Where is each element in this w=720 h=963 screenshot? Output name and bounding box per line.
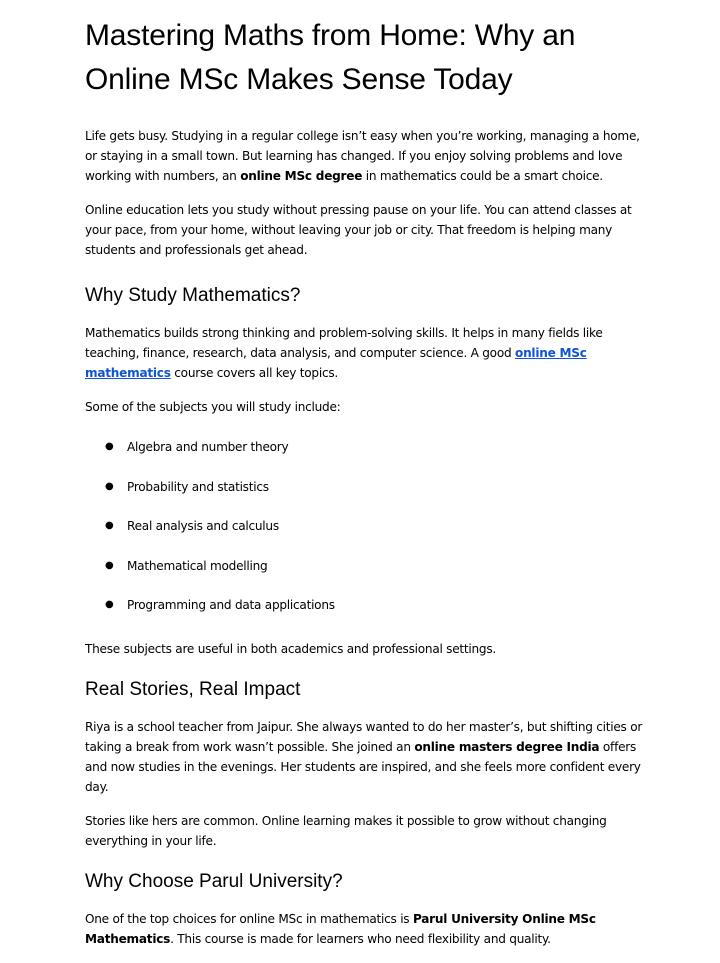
list-item-text: Probability and statistics	[127, 479, 269, 494]
list-item	[105, 516, 645, 536]
section3-paragraph-1	[85, 909, 645, 949]
bold-phrase: online masters degree India	[414, 740, 600, 754]
subjects-list	[85, 437, 645, 615]
list-item-text: Mathematical modelling	[127, 558, 268, 573]
section2-paragraph-1	[85, 717, 645, 797]
section2-paragraph-2: Stories like hers are common. Online learning makes it possible to grow without changing everything in your life.	[85, 814, 607, 848]
intro-text: Life gets busy. Studying in a regular college isn’t easy when you’re working, managing a home, or staying in a small town. But learning has changed. If you enjoy solving problems and love working with numbers, an	[85, 129, 640, 183]
section2-text-end: offers and now studies in the evenings. Her students are inspired, and she feels more confident every day.	[85, 740, 641, 794]
list-item	[105, 595, 645, 615]
section-heading-why-study: Why Study Mathematics?	[85, 285, 301, 306]
list-item	[105, 437, 645, 457]
online-msc-mathematics-link[interactable]: online MSc mathematics	[85, 346, 587, 380]
bold-phrase: online MSc degree	[240, 169, 363, 183]
section2-text: Riya is a school teacher from Jaipur. She always wanted to do her master’s, but shifting cities or taking a break from work wasn’t possible. She joined an	[85, 720, 643, 754]
intro-text-end: in mathematics could be a smart choice.	[362, 169, 603, 183]
title-line-2: Online MSc Makes Sense Today	[85, 63, 513, 96]
list-item-text: Real analysis and calculus	[127, 519, 279, 533]
list-item-text: Algebra and number theory	[127, 440, 289, 454]
intro-paragraph-2: Online education lets you study without pressing pause on your life. You can attend classes at your pace, from your home, without leaving your job or city. That freedom is helping many students and professionals get ahead.	[85, 203, 632, 257]
list-item	[105, 556, 645, 576]
bullet-icon: ●	[105, 559, 114, 571]
section3-text-end: . This course is made for learners who need flexibility and quality.	[170, 932, 551, 946]
bullet-icon: ●	[105, 520, 114, 531]
list-item	[105, 477, 645, 497]
section1-paragraph-2: Some of the subjects you will study include:	[85, 400, 341, 414]
bullet-icon: ●	[105, 441, 114, 452]
section1-paragraph-1	[85, 323, 645, 383]
title-line-1: Mastering Maths from Home: Why an	[85, 19, 576, 52]
bullet-icon: ●	[105, 480, 114, 492]
section1-text-end: course covers all key topics.	[170, 366, 339, 380]
section1-paragraph-3: These subjects are useful in both academics and professional settings.	[85, 642, 497, 656]
list-item-text: Programming and data applications	[127, 598, 335, 612]
bold-phrase: Parul University Online MSc Mathematics	[85, 912, 596, 946]
bullet-icon: ●	[105, 599, 114, 610]
page-title	[85, 14, 645, 102]
section3-text: One of the top choices for online MSc in mathematics is	[85, 912, 413, 926]
section1-text: Mathematics builds strong thinking and problem-solving skills. It helps in many fields like teaching, finance, research, data analysis, and computer science. A good	[85, 326, 603, 360]
section-heading-why-parul: Why Choose Parul University?	[85, 871, 343, 892]
section-heading-real-stories: Real Stories, Real Impact	[85, 679, 301, 700]
intro-paragraph-1	[85, 126, 645, 186]
article	[85, 14, 645, 963]
